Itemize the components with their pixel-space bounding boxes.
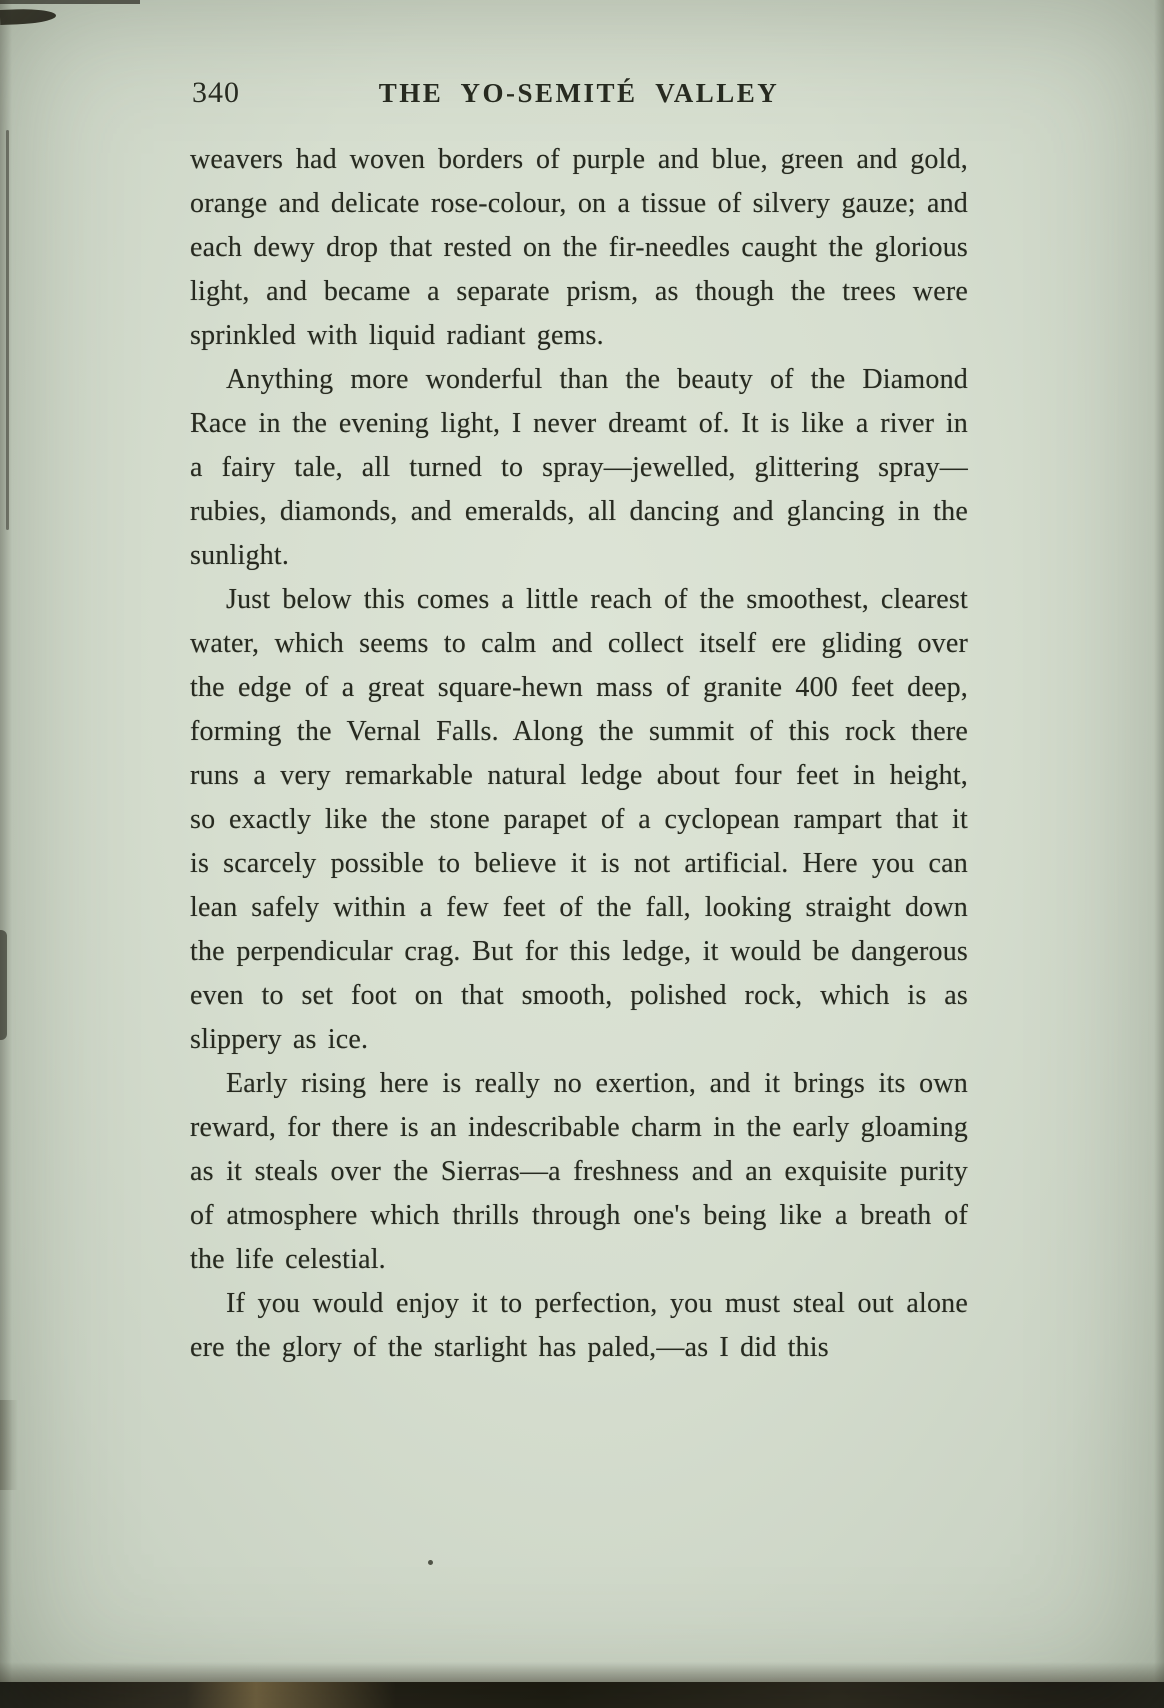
page-content [190,76,968,1370]
paragraph-catchline: If you would enjoy it to perfection, you must steal out alone ere the glory of the starlight has paled,—as I did this [190,1288,968,1363]
scan-edge-top [0,0,140,4]
page-title: THE YO-SEMITÉ VALLEY [378,78,780,108]
page-number: 340 [192,76,240,109]
ink-speck [428,1560,433,1565]
scan-edge-bottom [0,1682,1164,1708]
scan-edge-right [1154,0,1164,1708]
running-head [190,76,968,118]
body-text [190,138,968,1370]
paragraph: Just below this comes a little reach of the smoothest, clearest water, which seems to calm and collect itself ere gliding over the edge of a great square-hewn mass of granite 400 feet deep, forming the Vernal Falls. Along the summit of this rock there runs a very remarkable natural ledge about four feet in height, so exactly like the stone parapet of a cyclopean rampart that it is scarcely possible to believe it is not artificial. Here you can lean safely within a few feet of the fall, looking straight down the perpendicular crag. But for this ledge, it would be dangerous even to set foot on that smooth, polished rock, which is as slippery as ice. [190,584,968,1055]
scan-edge-bottom-fade [0,1662,1164,1682]
paragraph-continuation: weavers had woven borders of purple and blue, green and gold, orange and delicate rose-colour, on a tissue of silvery gauze; and each dewy drop that rested on the fir-needles caught the glorious light, and became a separate prism, as though the trees were sprinkled with liquid radiant gems. [190,144,968,351]
paragraph: Early rising here is really no exertion, and it brings its own reward, for there is an indescribable charm in the early gloaming as it steals over the Sierras—a freshness and an exquisite purity of atmosphere which thrills through one's being like a breath of the life celestial. [190,1068,968,1275]
paragraph: Anything more wonderful than the beauty of the Diamond Race in the evening light, I never dreamt of. It is like a river in a fairy tale, all turned to spray—jewelled, glittering spray—rubies, diamonds, and emeralds, all dancing and glancing in the sunlight. [190,364,968,571]
scan-mark-top-left [0,8,56,25]
scan-gutter-blotch [0,930,7,1040]
scan-gutter-smudge [0,1400,18,1490]
scan-gutter-line [6,130,9,530]
